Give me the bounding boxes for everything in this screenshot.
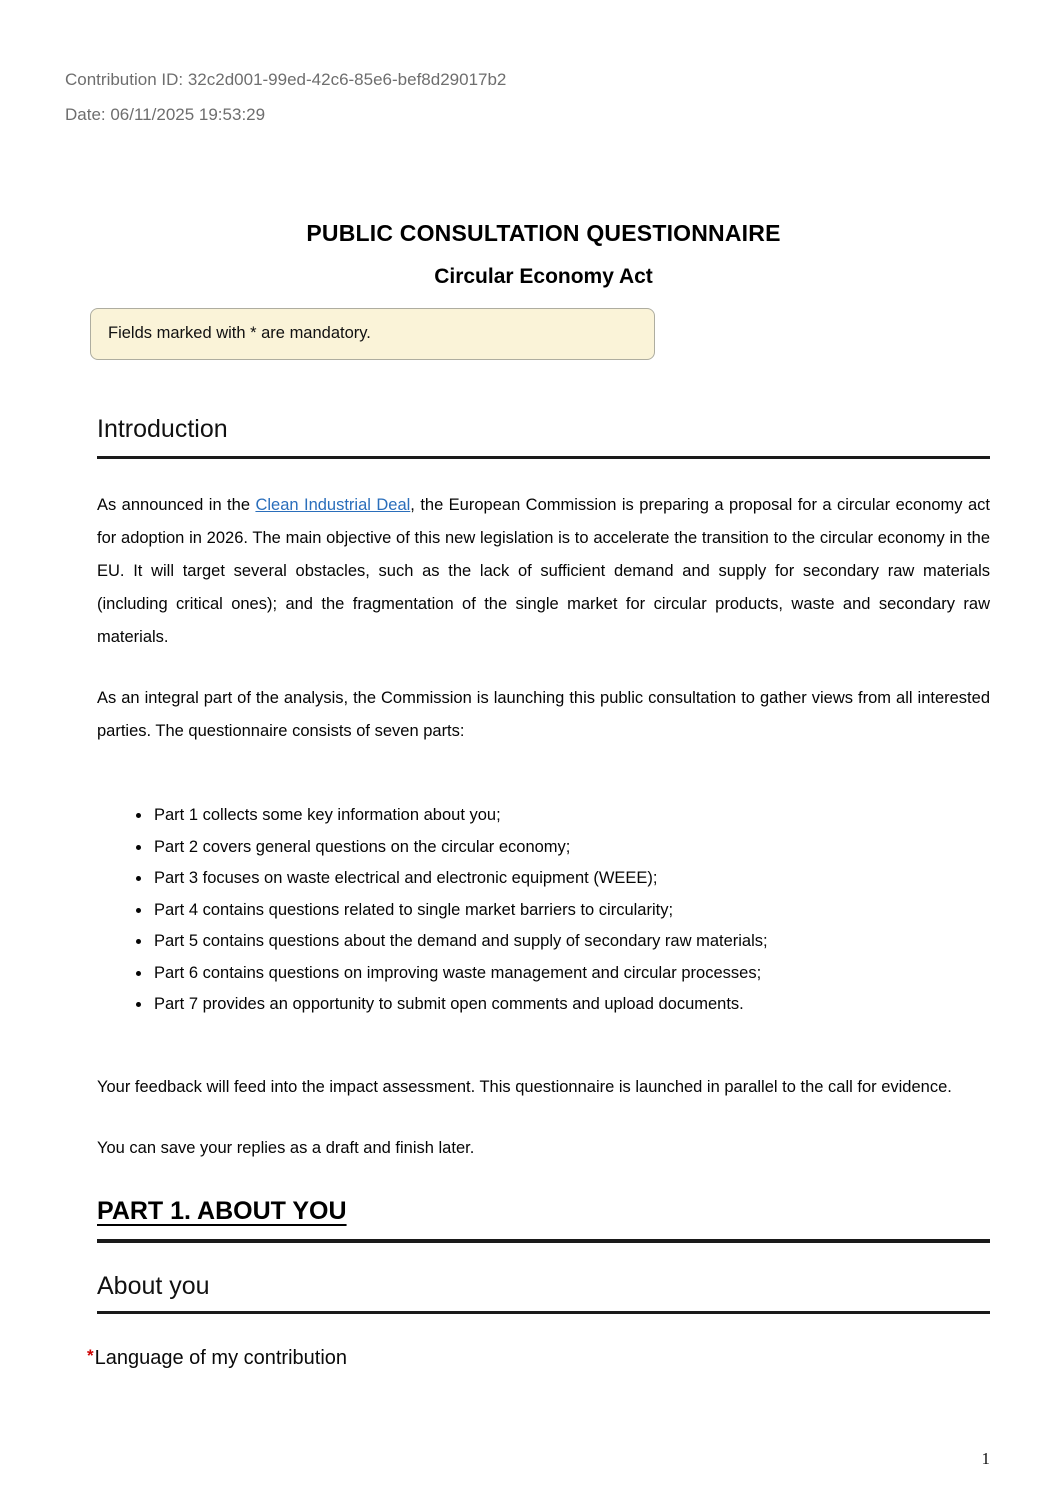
- required-asterisk: *: [87, 1345, 94, 1365]
- page-number: 1: [981, 1449, 990, 1468]
- question-language-of-contribution: [87, 1342, 990, 1372]
- introduction-heading: Introduction: [97, 415, 228, 443]
- section-introduction: [97, 414, 990, 1165]
- intro-paragraph-2: As an integral part of the analysis, the Commission is launching this public consultation to gather views from all interested parties. The questionnaire consists of seven parts:: [97, 689, 990, 740]
- list-item: • Part 5 contains questions about the demand and supply of secondary raw materials;: [152, 926, 990, 958]
- clean-industrial-deal-link[interactable]: Clean Industrial Deal: [255, 496, 411, 514]
- parts-list: [97, 800, 990, 1021]
- question-label: Language of my contribution: [94, 1346, 348, 1369]
- section-part-1: [87, 1195, 990, 1372]
- section-divider: [97, 456, 990, 459]
- intro-paragraph-4: You can save your replies as a draft and finish later.: [97, 1138, 475, 1157]
- intro-paragraph-1: [97, 489, 990, 654]
- mandatory-fields-note-text: Fields marked with * are mandatory.: [108, 324, 371, 342]
- about-you-heading: About you: [97, 1271, 210, 1300]
- section-divider: [97, 1311, 990, 1314]
- list-item: • Part 7 provides an opportunity to submit open comments and upload documents.: [152, 989, 990, 1021]
- part-1-heading: PART 1. ABOUT YOU: [97, 1196, 347, 1225]
- title-line-2: Circular Economy Act: [434, 265, 653, 288]
- document-meta: [0, 0, 1058, 132]
- paragraph-text: As announced in the: [97, 496, 256, 514]
- list-item: • Part 3 focuses on waste electrical and electronic equipment (WEEE);: [152, 863, 990, 895]
- title-line-1: PUBLIC CONSULTATION QUESTIONNAIRE: [306, 220, 781, 246]
- section-divider: [97, 1239, 990, 1243]
- contribution-date: Date: 06/11/2025 19:53:29: [65, 105, 266, 124]
- intro-paragraph-3: Your feedback will feed into the impact assessment. This questionnaire is launched in parallel to the call for evidence.: [97, 1077, 952, 1096]
- mandatory-fields-note: [90, 308, 655, 360]
- paragraph-text: , the European Commission is preparing a proposal for a circular economy act for adoption in 2026. The main objective of this new legislation is to accelerate the transition to the circular economy in the EU. It will target several obstacles, such as the lack of sufficient demand and supply for secondary raw materials (including critical ones); and the fragmentation of the single market for circular products, waste and secondary raw materials.: [97, 496, 990, 646]
- contribution-id: Contribution ID: 32c2d001-99ed-42c6-85e6-bef8d29017b2: [65, 70, 507, 89]
- list-item: • Part 1 collects some key information about you;: [152, 800, 990, 832]
- document-content: [0, 212, 1058, 1372]
- list-item: • Part 4 contains questions related to single market barriers to circularity;: [152, 895, 990, 927]
- document-title: [97, 212, 990, 298]
- list-item: • Part 6 contains questions on improving waste management and circular processes;: [152, 958, 990, 990]
- list-item: • Part 2 covers general questions on the circular economy;: [152, 832, 990, 864]
